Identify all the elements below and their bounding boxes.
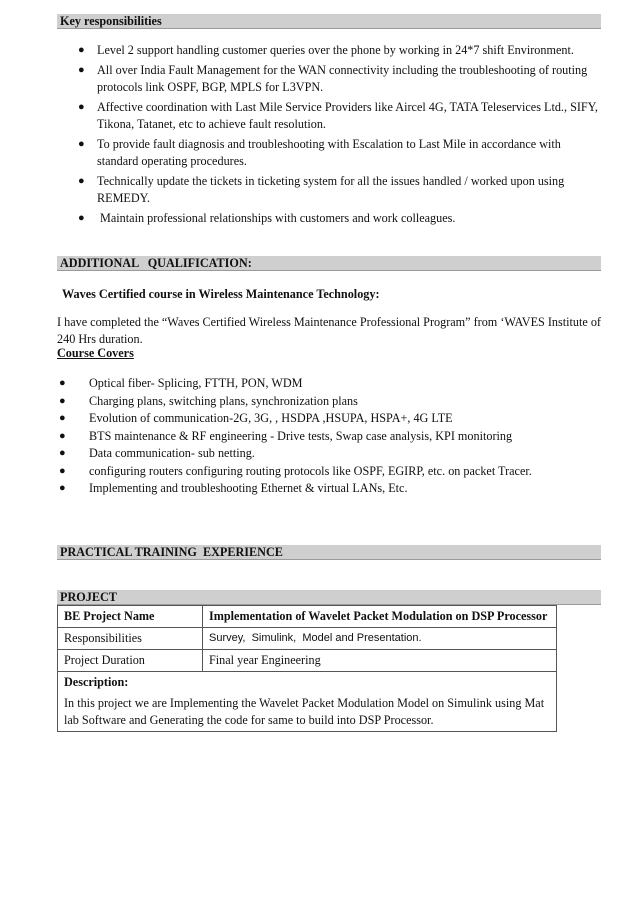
table-row [58,672,557,732]
bullet-icon: ● [59,482,66,494]
key-responsibilities-heading: Key responsibilities [57,14,601,29]
description-text: In this project we are Implementing the Wavelet Packet Modulation Model on Simulink using Mat lab Software and Generating the code for same to build into DSP Processor. [64,696,545,727]
certification-description: I have completed the “Waves Certified Wireless Maintenance Professional Program” from ‘WAVES Institute of 240 Hrs duration. [57,315,601,346]
list-item: ● Data communication- sub netting. [59,446,255,460]
table-row [58,628,557,650]
list-item: ● Level 2 support handling customer queries over the phone by working in 24*7 shift Environment. [78,43,574,57]
bullet-icon: ● [78,44,85,56]
list-item: ● Evolution of communication-2G, 3G, , HSDPA ,HSUPA, HSPA+, 4G LTE [59,411,453,425]
description-label: Description: [64,675,129,689]
project-heading: PROJECT [57,590,601,605]
bullet-icon: ● [59,377,66,389]
table-row [58,650,557,672]
project-table [57,605,557,732]
project-name-value: Implementation of Wavelet Packet Modulation on DSP Processor [203,606,557,628]
bullet-icon: ● [78,138,85,150]
bullet-icon: ● [78,64,85,76]
responsibilities-list [72,42,602,230]
project-duration-value: Final year Engineering [203,650,557,672]
list-item: ● All over India Fault Management for the WAN connectivity including the troubleshooting of routing protocols link OSPF, BGP, MPLS for L3VPN. [78,63,588,94]
course-covers-label: Course Covers [57,346,134,360]
project-name-label: BE Project Name [58,606,203,628]
table-row [58,606,557,628]
practical-training-heading: PRACTICAL TRAINING EXPERIENCE [57,545,601,560]
bullet-icon: ● [59,394,66,407]
responsibilities-label: Responsibilities [58,628,203,650]
list-item: ● To provide fault diagnosis and troubleshooting with Escalation to Last Mile in accordance with standard operating procedures. [78,137,561,168]
additional-qualification-heading: ADDITIONAL QUALIFICATION: [57,256,601,271]
list-item: ● Charging plans, switching plans, synchronization plans [59,393,358,408]
bullet-icon: ● [78,175,85,187]
certification-title: Waves Certified course in Wireless Maintenance Technology: [62,287,380,301]
bullet-icon: ● [78,212,85,224]
courses-list [57,375,602,498]
bullet-icon: ● [59,412,66,424]
bullet-icon: ● [59,464,66,477]
responsibilities-value: Survey, Simulink, Model and Presentation. [203,628,557,650]
list-item: ● Affective coordination with Last Mile Service Providers like Aircel 4G, TATA Teleservices Ltd., SIFY, Tikona, Tatanet, etc to achieve fault resolution. [78,100,598,131]
list-item: ● Optical fiber- Splicing, FTTH, PON, WDM [59,376,303,390]
list-item: ● Technically update the tickets in ticketing system for all the issues handled / worked upon using REMEDY. [78,174,565,205]
list-item: ● Implementing and troubleshooting Ethernet & virtual LANs, Etc. [59,481,408,495]
project-duration-label: Project Duration [58,650,203,672]
description-cell [58,672,557,732]
bullet-icon: ● [78,101,85,113]
bullet-icon: ● [59,429,66,442]
list-item: ● configuring routers configuring routing protocols like OSPF, EGIRP, etc. on packet Tracer. [59,463,532,478]
bullet-icon: ● [59,447,66,459]
list-item: ● BTS maintenance & RF engineering - Drive tests, Swap case analysis, KPI monitoring [59,428,513,443]
list-item: ● Maintain professional relationships with customers and work colleagues. [78,211,456,225]
